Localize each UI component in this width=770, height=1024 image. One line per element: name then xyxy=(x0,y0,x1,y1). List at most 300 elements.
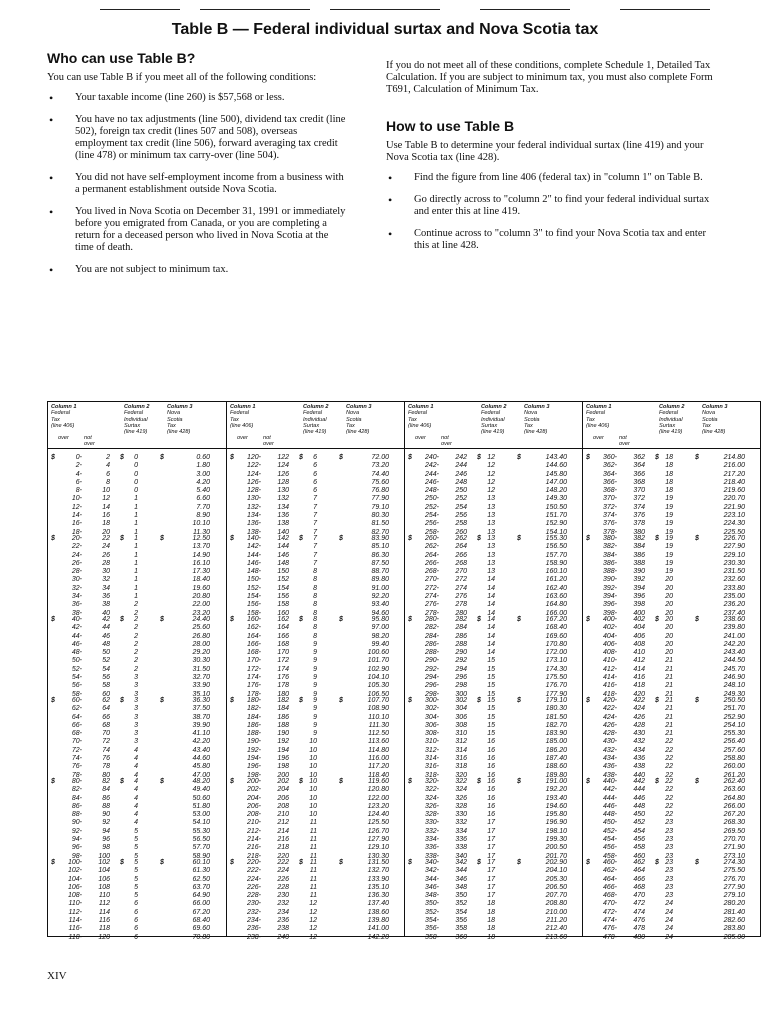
income-to-cell: 16 xyxy=(102,512,110,520)
income-from-cell-column xyxy=(417,535,439,618)
dollar-sign: $ xyxy=(517,697,521,704)
surtax-cell: 9 xyxy=(313,682,317,690)
income-to-cell: 426 xyxy=(633,713,645,721)
income-to-cell: 276 xyxy=(455,593,467,601)
not-label: not xyxy=(441,435,449,441)
column-2-title: Column 2 xyxy=(303,404,329,410)
ns-tax-cell: 89.80 xyxy=(371,576,389,584)
dollar-sign: $ xyxy=(51,616,55,623)
surtax-cell: 2 xyxy=(134,649,138,657)
ns-tax-cell: 237.40 xyxy=(723,609,745,617)
income-to-cell: 332 xyxy=(455,819,467,827)
ns-tax-cell: 75.60 xyxy=(371,478,389,486)
ns-tax-cell: 91.00 xyxy=(371,584,389,592)
income-from-cell: 468- xyxy=(602,892,617,900)
right-column xyxy=(386,60,716,262)
income-to-cell: 64 xyxy=(102,705,110,713)
income-to-cell: 286 xyxy=(455,632,467,640)
surtax-cell: 20 xyxy=(665,593,673,601)
income-to-cell: 220 xyxy=(277,852,289,860)
ns-tax-cell-column xyxy=(695,778,745,861)
surtax-cell: 22 xyxy=(665,794,673,802)
surtax-cell: 7 xyxy=(313,528,317,536)
table-group-header xyxy=(405,402,583,449)
surtax-cell: 11 xyxy=(309,892,317,900)
steps-list xyxy=(386,172,716,252)
income-from-cell: 424- xyxy=(602,713,617,721)
income-from-cell: 64- xyxy=(71,713,82,721)
surtax-cell: 15 xyxy=(487,721,495,729)
ns-tax-cell-column xyxy=(695,535,745,618)
ns-tax-cell: 235.00 xyxy=(723,593,745,601)
ns-tax-cell: 236.20 xyxy=(723,601,745,609)
ns-tax-cell: 81.50 xyxy=(371,520,389,528)
dollar-sign: $ xyxy=(230,616,234,623)
ns-tax-cell: 206.50 xyxy=(545,883,567,891)
income-from-cell: 450- xyxy=(602,819,617,827)
dollar-sign: $ xyxy=(408,454,412,461)
surtax-cell: 21 xyxy=(665,713,673,721)
dollar-sign: $ xyxy=(339,778,343,785)
surtax-cell: 1 xyxy=(134,559,138,567)
income-to-cell: 80 xyxy=(102,771,110,779)
surtax-cell: 13 xyxy=(487,503,495,511)
ns-tax-cell: 118.40 xyxy=(368,771,389,779)
income-to-cell: 242 xyxy=(455,454,467,461)
income-to-cell: 356 xyxy=(455,917,467,925)
ns-tax-cell: 19.60 xyxy=(192,584,210,592)
surtax-cell: 1 xyxy=(134,576,138,584)
surtax-cell: 19 xyxy=(665,528,673,536)
ns-tax-cell-column xyxy=(339,859,389,942)
income-to-cell: 70 xyxy=(102,730,110,738)
dollar-sign: $ xyxy=(160,454,164,461)
page-number: XIV xyxy=(47,970,67,982)
income-from-cell-column xyxy=(60,454,82,537)
surtax-cell: 14 xyxy=(487,649,495,657)
ns-tax-cell: 211.20 xyxy=(546,917,567,925)
income-to-cell-column xyxy=(265,535,289,618)
surtax-cell: 21 xyxy=(665,657,673,665)
surtax-cell: 11 xyxy=(309,819,317,827)
surtax-cell: 9 xyxy=(313,649,317,657)
dollar-sign: $ xyxy=(408,616,412,623)
ns-tax-cell: 10.10 xyxy=(192,520,210,528)
surtax-cell: 12 xyxy=(309,908,317,916)
income-to-cell: 72 xyxy=(102,738,110,746)
ns-tax-cell-column xyxy=(517,778,567,861)
income-to-cell: 22 xyxy=(102,535,110,542)
income-to-cell: 460 xyxy=(633,852,645,860)
ns-tax-cell: 135.10 xyxy=(367,883,389,891)
surtax-cell: 21 xyxy=(665,690,673,698)
column-1-label: Federal xyxy=(408,410,427,417)
income-to-cell: 152 xyxy=(277,576,289,584)
income-from-cell: 284- xyxy=(424,632,439,640)
surtax-cell: 21 xyxy=(665,674,673,682)
surtax-cell: 18 xyxy=(487,925,495,933)
ns-tax-cell: 201.70 xyxy=(545,852,567,860)
income-to-cell: 142 xyxy=(277,535,289,542)
ns-tax-cell: 116.00 xyxy=(368,755,389,763)
income-to-cell: 30 xyxy=(102,568,110,576)
surtax-cell: 14 xyxy=(487,616,495,623)
income-to-cell: 248 xyxy=(455,478,467,486)
ns-tax-cell: 141.00 xyxy=(367,925,389,933)
income-to-cell: 214 xyxy=(277,827,289,835)
column-3-title: Column 3 xyxy=(702,404,728,410)
dollar-sign: $ xyxy=(655,859,659,866)
income-from-cell: 402- xyxy=(602,624,617,632)
ns-tax-cell: 136.30 xyxy=(367,892,389,900)
income-to-cell: 18 xyxy=(102,520,110,528)
ns-tax-cell: 261.20 xyxy=(723,771,745,779)
income-from-cell: 142- xyxy=(246,543,261,551)
surtax-cell: 18 xyxy=(487,917,495,925)
income-to-cell-column xyxy=(621,535,645,618)
income-from-cell-column xyxy=(239,778,261,861)
surtax-cell: 22 xyxy=(665,802,673,810)
income-to-cell: 408 xyxy=(633,640,645,648)
income-from-cell: 202- xyxy=(246,786,261,794)
dollar-sign: $ xyxy=(299,454,303,461)
income-to-cell: 208 xyxy=(277,802,289,810)
surtax-cell: 15 xyxy=(487,682,495,690)
income-to-cell: 448 xyxy=(633,802,645,810)
dollar-sign: $ xyxy=(51,535,55,542)
ns-tax-cell: 195.80 xyxy=(545,811,567,819)
dollar-sign: $ xyxy=(477,778,481,785)
condition-item: • Your taxable income (line 260) is $57,568 or less. xyxy=(47,92,347,104)
ns-tax-cell: 239.80 xyxy=(723,624,745,632)
ns-tax-cell: 216.00 xyxy=(723,462,745,470)
income-to-cell: 186 xyxy=(277,713,289,721)
ns-tax-cell: 225.50 xyxy=(723,528,745,536)
column-1-label: (line 406) xyxy=(586,422,610,429)
income-to-cell: 60 xyxy=(102,690,110,698)
ns-tax-cell: 217.20 xyxy=(723,470,745,478)
surtax-cell-column xyxy=(481,535,495,618)
income-from-cell: 62- xyxy=(71,705,82,713)
income-from-cell: 476- xyxy=(602,925,617,933)
income-from-cell: 388- xyxy=(602,568,617,576)
income-to-cell: 236 xyxy=(277,917,289,925)
income-to-cell: 440 xyxy=(633,771,645,779)
income-from-cell: 134- xyxy=(246,512,261,520)
ns-tax-cell: 230.30 xyxy=(723,559,745,567)
column-2-label: (line 419) xyxy=(124,429,148,436)
surtax-cell: 12 xyxy=(487,470,495,478)
income-to-cell: 378 xyxy=(633,520,645,528)
surtax-cell: 15 xyxy=(487,657,495,665)
surtax-cell: 9 xyxy=(313,674,317,682)
ns-tax-cell: 55.30 xyxy=(192,827,210,835)
income-from-cell: 132- xyxy=(246,503,261,511)
surtax-cell: 17 xyxy=(487,867,495,875)
column-2-label: (line 419) xyxy=(659,429,683,436)
income-to-cell-column xyxy=(265,454,289,537)
dollar-sign: $ xyxy=(51,859,55,866)
surtax-cell: 10 xyxy=(309,738,317,746)
income-to-cell: 326 xyxy=(455,794,467,802)
income-to-cell: 86 xyxy=(102,794,110,802)
income-to-cell: 136 xyxy=(277,512,289,520)
ns-tax-cell-column xyxy=(160,778,210,861)
income-from-cell: 190- xyxy=(246,738,261,746)
surtax-cell: 12 xyxy=(309,933,317,941)
surtax-cell: 4 xyxy=(134,811,138,819)
dollar-sign: $ xyxy=(299,778,303,785)
ns-tax-cell: 126.70 xyxy=(367,827,389,835)
surtax-cell: 8 xyxy=(313,601,317,609)
surtax-cell: 8 xyxy=(313,632,317,640)
income-from-cell-column xyxy=(595,859,617,942)
ns-tax-cell: 86.30 xyxy=(371,551,389,559)
income-from-cell: 474- xyxy=(602,917,617,925)
income-from-cell: 426- xyxy=(602,721,617,729)
ns-tax-cell: 282.60 xyxy=(723,917,745,925)
income-to-cell: 438 xyxy=(633,763,645,771)
income-to-cell: 446 xyxy=(633,794,645,802)
income-from-cell: 82- xyxy=(71,786,82,794)
table-band xyxy=(583,450,761,536)
income-from-cell: 390- xyxy=(602,576,617,584)
income-from-cell-column xyxy=(417,454,439,537)
income-from-cell: 452- xyxy=(602,827,617,835)
income-from-cell: 398- xyxy=(602,609,617,617)
income-from-cell: 164- xyxy=(246,632,261,640)
income-from-cell: 306- xyxy=(424,721,439,729)
income-to-cell: 278 xyxy=(455,601,467,609)
ns-tax-cell: 281.40 xyxy=(723,908,745,916)
dollar-sign: $ xyxy=(339,454,343,461)
not-label: not xyxy=(619,435,627,441)
dollar-sign: $ xyxy=(655,616,659,623)
surtax-cell: 9 xyxy=(313,713,317,721)
dollar-sign: $ xyxy=(160,535,164,542)
income-from-cell: 396- xyxy=(602,601,617,609)
ns-tax-cell: 95.80 xyxy=(371,616,389,623)
surtax-cell: 10 xyxy=(309,746,317,754)
ns-tax-cell: 77.90 xyxy=(371,495,389,503)
ns-tax-cell: 249.30 xyxy=(723,690,745,698)
income-from-cell: 310- xyxy=(424,738,439,746)
surtax-cell-column xyxy=(481,859,495,942)
table-band xyxy=(48,690,226,779)
dollar-sign: $ xyxy=(695,616,699,623)
income-to-cell: 40 xyxy=(102,609,110,617)
surtax-cell: 11 xyxy=(309,867,317,875)
surtax-cell: 12 xyxy=(309,925,317,933)
surtax-cell: 3 xyxy=(134,697,138,704)
table-band xyxy=(583,609,761,698)
income-to-cell-column xyxy=(86,616,110,699)
surtax-cell: 3 xyxy=(134,682,138,690)
income-from-cell: 472- xyxy=(602,908,617,916)
ns-tax-cell: 276.70 xyxy=(723,875,745,883)
surtax-cell-column xyxy=(124,616,138,699)
ns-tax-cell: 279.10 xyxy=(723,892,745,900)
income-from-cell: 170- xyxy=(246,657,261,665)
surtax-cell: 14 xyxy=(487,640,495,648)
top-rule-4 xyxy=(480,9,570,10)
income-from-cell: 232- xyxy=(246,908,261,916)
surtax-cell: 1 xyxy=(134,568,138,576)
income-from-cell: 70- xyxy=(71,738,82,746)
income-to-cell: 252 xyxy=(455,495,467,503)
ns-tax-cell: 33.90 xyxy=(192,682,210,690)
ns-tax-cell: 258.80 xyxy=(723,755,745,763)
ns-tax-cell: 39.90 xyxy=(192,721,210,729)
income-from-cell: 118- xyxy=(68,933,82,941)
income-to-cell: 310 xyxy=(455,730,467,738)
income-to-cell: 312 xyxy=(455,738,467,746)
table-band xyxy=(227,450,405,536)
income-from-cell: 138- xyxy=(246,528,261,536)
ns-tax-cell: 154.10 xyxy=(545,528,567,536)
table-band xyxy=(48,450,226,536)
income-to-cell: 352 xyxy=(455,900,467,908)
ns-tax-cell: 193.40 xyxy=(545,794,567,802)
ns-tax-cell: 229.10 xyxy=(723,551,745,559)
income-to-cell: 90 xyxy=(102,811,110,819)
income-to-cell: 300 xyxy=(455,690,467,698)
dollar-sign: $ xyxy=(477,535,481,542)
dollar-sign: $ xyxy=(339,697,343,704)
income-to-cell-column xyxy=(265,859,289,942)
column-1-label: Federal xyxy=(51,410,70,417)
income-from-cell: 300- xyxy=(424,697,439,704)
income-to-cell: 452 xyxy=(633,819,645,827)
income-to-cell: 24 xyxy=(102,543,110,551)
income-to-cell: 234 xyxy=(277,908,289,916)
ns-tax-cell: 283.80 xyxy=(723,925,745,933)
income-to-cell-column xyxy=(443,778,467,861)
surtax-cell: 16 xyxy=(487,746,495,754)
dollar-sign: $ xyxy=(230,859,234,866)
surtax-cell: 9 xyxy=(313,665,317,673)
ns-tax-cell: 139.80 xyxy=(367,917,389,925)
income-from-cell: 60- xyxy=(71,697,82,704)
ns-tax-cell: 97.00 xyxy=(371,624,389,632)
surtax-cell-column xyxy=(303,697,317,780)
income-to-cell: 10 xyxy=(102,487,110,495)
income-to-cell: 126 xyxy=(277,470,289,478)
income-from-cell: 78- xyxy=(71,771,82,779)
surtax-cell: 19 xyxy=(665,495,673,503)
surtax-cell: 5 xyxy=(134,859,138,866)
income-to-cell: 398 xyxy=(633,601,645,609)
column-1-label: Tax xyxy=(408,416,417,423)
income-to-cell: 130 xyxy=(277,487,289,495)
table-band xyxy=(405,852,583,941)
income-from-cell: 346- xyxy=(424,883,439,891)
column-2-label: Federal xyxy=(481,410,500,417)
surtax-cell: 19 xyxy=(665,551,673,559)
surtax-cell: 7 xyxy=(313,503,317,511)
surtax-cell: 11 xyxy=(309,844,317,852)
surtax-cell: 16 xyxy=(487,786,495,794)
surtax-cell: 18 xyxy=(665,487,673,495)
surtax-cell: 1 xyxy=(134,535,138,542)
surtax-cell: 18 xyxy=(665,462,673,470)
income-from-cell: 172- xyxy=(246,665,261,673)
column-1-label: (line 406) xyxy=(408,422,432,429)
income-to-cell: 34 xyxy=(102,584,110,592)
ns-tax-cell: 4.20 xyxy=(196,478,210,486)
income-to-cell: 104 xyxy=(98,867,110,875)
income-to-cell: 442 xyxy=(633,778,645,785)
column-1-header xyxy=(408,404,478,429)
ns-tax-cell: 161.20 xyxy=(545,576,567,584)
income-from-cell: 158- xyxy=(246,609,261,617)
income-to-cell: 58 xyxy=(102,682,110,690)
ns-tax-cell: 254.10 xyxy=(723,721,745,729)
surtax-cell-column xyxy=(303,778,317,861)
surtax-cell-column xyxy=(124,454,138,537)
ns-tax-cell: 250.50 xyxy=(723,697,745,704)
ns-tax-cell: 110.10 xyxy=(368,713,389,721)
dollar-sign: $ xyxy=(230,778,234,785)
ns-tax-cell: 157.70 xyxy=(545,551,567,559)
income-from-cell: 44- xyxy=(71,632,82,640)
table-group-header xyxy=(227,402,405,449)
ns-tax-cell: 194.60 xyxy=(545,802,567,810)
ns-tax-cell: 29.20 xyxy=(192,649,210,657)
surtax-cell-column xyxy=(124,778,138,861)
surtax-cell: 4 xyxy=(134,755,138,763)
dollar-sign: $ xyxy=(408,859,412,866)
income-from-cell: 420- xyxy=(602,697,617,704)
column-2-label: Surtax xyxy=(481,422,498,429)
column-3-header xyxy=(167,404,209,435)
income-to-cell: 202 xyxy=(277,778,289,785)
income-from-cell: 258- xyxy=(424,528,439,536)
column-3-label: Tax xyxy=(524,422,533,429)
income-from-cell: 422- xyxy=(602,705,617,713)
income-from-cell: 440- xyxy=(602,778,617,785)
surtax-cell: 7 xyxy=(313,495,317,503)
income-to-cell: 114 xyxy=(98,908,110,916)
income-to-cell: 458 xyxy=(633,844,645,852)
income-to-cell-column xyxy=(86,454,110,537)
table-band xyxy=(48,609,226,698)
surtax-cell: 22 xyxy=(665,811,673,819)
income-to-cell: 6 xyxy=(106,470,110,478)
income-to-cell-column xyxy=(443,616,467,699)
column-3-label: Nova xyxy=(702,410,716,417)
ns-tax-cell: 274.30 xyxy=(723,859,745,866)
income-to-cell: 128 xyxy=(277,478,289,486)
income-from-cell: 174- xyxy=(246,674,261,682)
ns-tax-cell-column xyxy=(695,697,745,780)
ns-tax-cell: 174.30 xyxy=(545,665,567,673)
income-to-cell: 456 xyxy=(633,836,645,844)
ns-tax-cell: 44.60 xyxy=(192,755,210,763)
ns-tax-cell: 143.40 xyxy=(545,454,567,461)
table-band xyxy=(405,450,583,536)
income-from-cell: 432- xyxy=(602,746,617,754)
income-to-cell-column xyxy=(443,454,467,537)
income-from-cell: 278- xyxy=(424,609,439,617)
dollar-sign: $ xyxy=(230,535,234,542)
income-from-cell: 342- xyxy=(424,867,439,875)
table-band xyxy=(583,690,761,779)
surtax-cell: 16 xyxy=(487,755,495,763)
income-from-cell: 52- xyxy=(71,665,82,673)
income-from-cell: 58- xyxy=(71,690,82,698)
ns-tax-cell: 152.90 xyxy=(545,520,567,528)
